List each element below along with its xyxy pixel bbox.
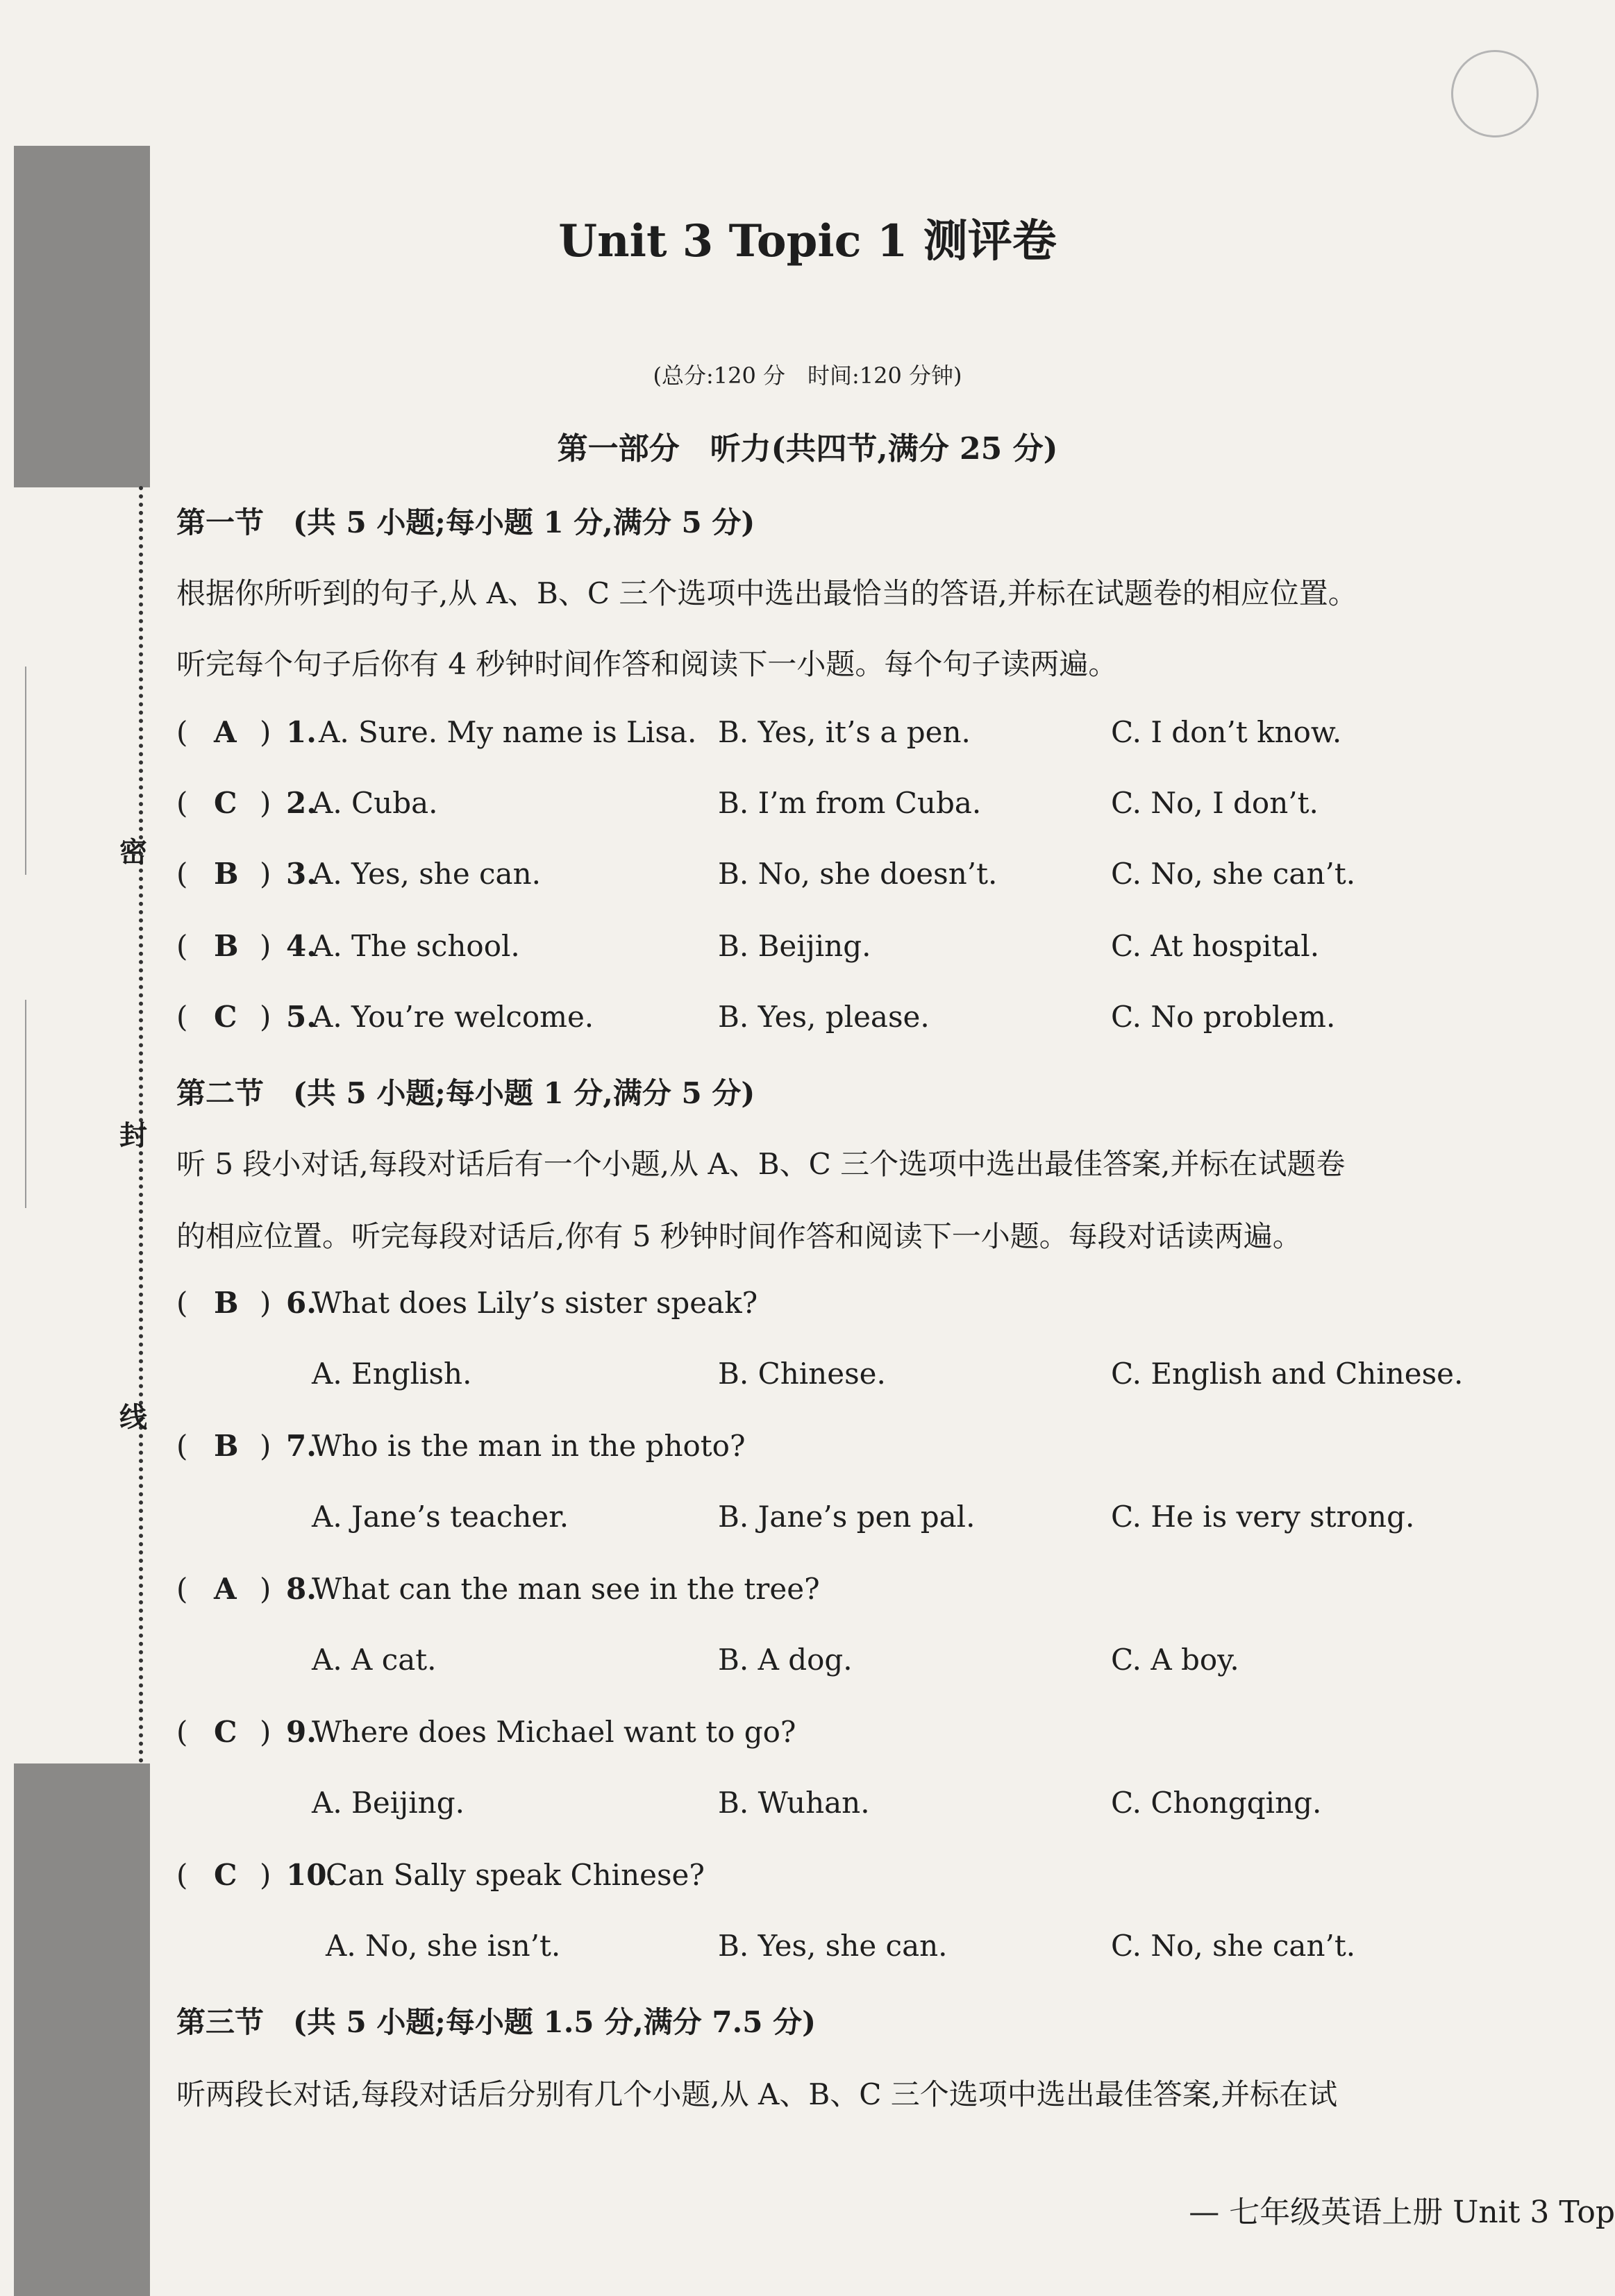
option-a: A. Cuba. [312, 786, 438, 820]
question-row: ( C ) 2. A. Cuba. B. I’m from Cuba. C. No, I don’t. [176, 786, 1319, 820]
section-1-heading: 第一节 (共 5 小题;每小题 1 分,满分 5 分) [176, 505, 755, 539]
option-c: C. At hospital. [1111, 929, 1320, 963]
exam-info: (总分:120 分 时间:120 分钟) [653, 362, 962, 389]
edge-rule [25, 667, 26, 875]
answer-mark: B [214, 929, 239, 963]
answer-mark: C [214, 786, 237, 820]
option-c: C. No, I don’t. [1111, 786, 1319, 820]
binding-margin-bottom [14, 1763, 150, 2296]
question-number: 9. [286, 1715, 317, 1749]
question-stem: Who is the man in the photo? [312, 1429, 746, 1463]
option-b: B. Wuhan. [718, 1786, 870, 1820]
option-b: B. I’m from Cuba. [718, 786, 982, 820]
answer-mark: A [214, 1572, 237, 1606]
options-row [176, 1643, 1551, 1684]
question-stem: Can Sally speak Chinese? [326, 1858, 705, 1892]
option-c: C. I don’t know. [1111, 715, 1342, 749]
question-stem: What can the man see in the tree? [312, 1572, 820, 1606]
question-number: 2. [286, 786, 317, 820]
question-row: ( C ) 5. A. You’re welcome. B. Yes, please. C. No problem. [176, 1000, 1336, 1034]
section-1-instruction: 听完每个句子后你有 4 秒钟时间作答和阅读下一小题。每个句子读两遍。 [176, 647, 1118, 681]
question-stem: Where does Michael want to go? [312, 1715, 796, 1749]
part-heading: 第一部分 听力(共四节,满分 25 分) [557, 431, 1058, 467]
option-b: B. Jane’s pen pal. [718, 1500, 976, 1534]
option-b: B. Yes, please. [718, 1000, 930, 1034]
option-c: C. Chongqing. [1111, 1786, 1322, 1820]
option-c: C. No, she can’t. [1111, 1929, 1356, 1963]
section-2-instruction: 的相应位置。听完每段对话后,你有 5 秒钟时间作答和阅读下一小题。每段对话读两遍。 [176, 1219, 1302, 1253]
question-row: ( A ) 1. A. Sure. My name is Lisa. B. Yes, it’s a pen. C. I don’t know. [176, 715, 1342, 749]
section-2-instruction: 听 5 段小对话,每段对话后有一个小题,从 A、B、C 三个选项中选出最佳答案,并标在试题卷 [176, 1147, 1346, 1181]
question-row: ( B ) 7. Who is the man in the photo? [176, 1429, 746, 1463]
option-a: A. Jane’s teacher. [312, 1500, 569, 1534]
section-1-instruction: 根据你所听到的句子,从 A、B、C 三个选项中选出最恰当的答语,并标在试题卷的相应位置。 [176, 576, 1357, 610]
option-c: C. No, she can’t. [1111, 857, 1356, 891]
option-a: A. The school. [312, 929, 520, 963]
question-row: ( A ) 8. What can the man see in the tree? [176, 1572, 820, 1606]
question-row: ( C ) 9. Where does Michael want to go? [176, 1715, 796, 1749]
answer-mark: C [214, 1715, 237, 1749]
question-number: 5. [286, 1000, 317, 1034]
option-a: A. Beijing. [312, 1786, 465, 1820]
option-a: A. Yes, she can. [312, 857, 541, 891]
option-b: B. Beijing. [718, 929, 871, 963]
section-3-instruction: 听两段长对话,每段对话后分别有几个小题,从 A、B、C 三个选项中选出最佳答案,并标在试 [176, 2077, 1338, 2111]
option-b: B. Chinese. [718, 1357, 886, 1391]
option-b: B. A dog. [718, 1643, 853, 1677]
options-row [176, 1929, 1551, 1970]
binding-mark-mi: 密 [119, 836, 147, 869]
section-3-heading: 第三节 (共 5 小题;每小题 1.5 分,满分 7.5 分) [176, 2005, 816, 2039]
page-footer: — 七年级英语上册 Unit 3 Top [1189, 2195, 1615, 2230]
stamp-seal [1440, 39, 1550, 149]
options-row [176, 1786, 1551, 1827]
option-a: A. Sure. My name is Lisa. [319, 715, 697, 749]
option-a: A. No, she isn’t. [326, 1929, 561, 1963]
question-row: ( B ) 6. What does Lily’s sister speak? [176, 1286, 758, 1320]
question-row: ( B ) 3. A. Yes, she can. B. No, she doesn’t. C. No, she can’t. [176, 857, 1356, 891]
question-number: 4. [286, 929, 317, 963]
edge-rule [25, 1000, 26, 1208]
question-number: 7. [286, 1429, 317, 1463]
option-c: C. English and Chinese. [1111, 1357, 1464, 1391]
option-a: A. English. [312, 1357, 472, 1391]
question-row: ( C ) 10. Can Sally speak Chinese? [176, 1858, 705, 1892]
options-row [176, 1500, 1551, 1541]
option-a: A. A cat. [312, 1643, 437, 1677]
question-stem: What does Lily’s sister speak? [312, 1286, 758, 1320]
question-number: 10. [286, 1858, 337, 1892]
answer-mark: A [214, 715, 237, 749]
question-number: 6. [286, 1286, 317, 1320]
answer-mark: B [214, 1429, 239, 1463]
option-c: C. He is very strong. [1111, 1500, 1415, 1534]
option-b: B. Yes, she can. [718, 1929, 948, 1963]
page-title: Unit 3 Topic 1 测评卷 [558, 215, 1057, 267]
binding-mark-feng: 封 [119, 1119, 147, 1152]
answer-mark: C [214, 1000, 237, 1034]
option-a: A. You’re welcome. [312, 1000, 594, 1034]
question-number: 1. [286, 715, 317, 749]
answer-mark: C [214, 1858, 237, 1892]
option-b: B. Yes, it’s a pen. [718, 715, 971, 749]
binding-mark-xian: 线 [119, 1401, 147, 1434]
option-b: B. No, she doesn’t. [718, 857, 998, 891]
question-number: 3. [286, 857, 317, 891]
question-number: 8. [286, 1572, 317, 1606]
answer-mark: B [214, 857, 239, 891]
answer-mark: B [214, 1286, 239, 1320]
question-row: ( B ) 4. A. The school. B. Beijing. C. At hospital. [176, 929, 1320, 963]
option-c: C. No problem. [1111, 1000, 1336, 1034]
section-2-heading: 第二节 (共 5 小题;每小题 1 分,满分 5 分) [176, 1076, 755, 1110]
option-c: C. A boy. [1111, 1643, 1239, 1677]
options-row [176, 1357, 1551, 1398]
